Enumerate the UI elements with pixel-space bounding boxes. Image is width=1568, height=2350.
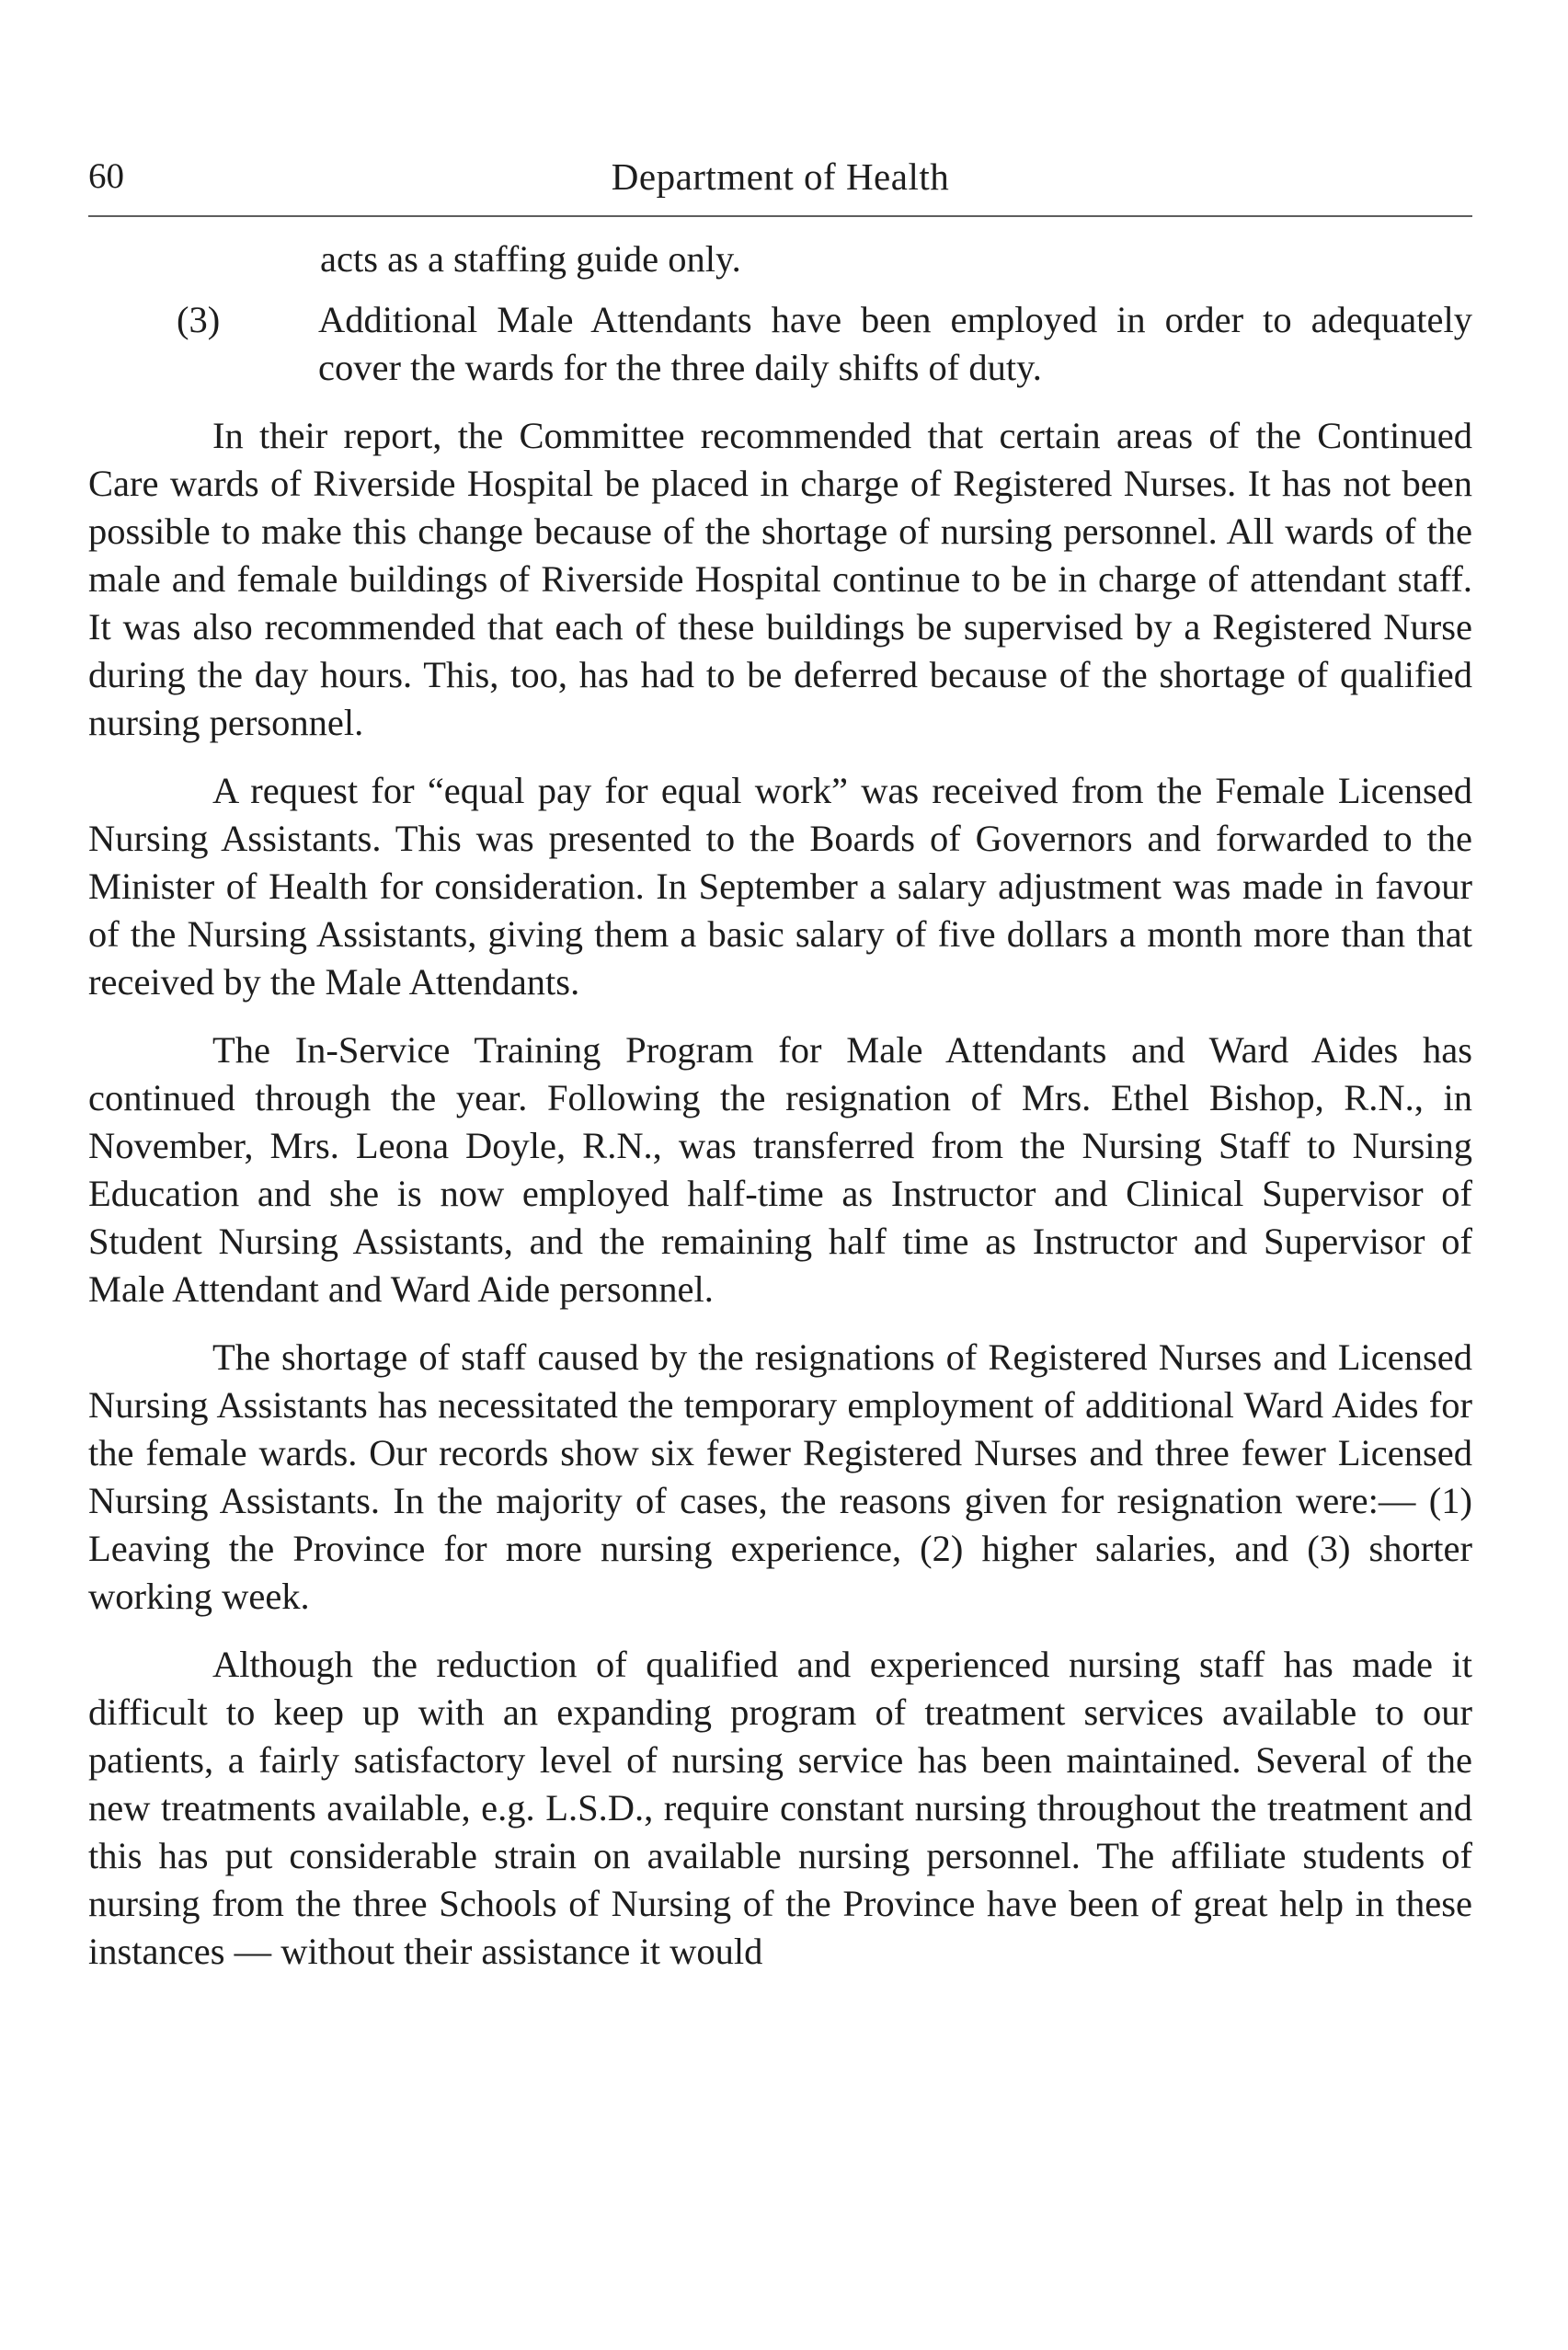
continued-list-text: acts as a staffing guide only. xyxy=(320,238,741,280)
item-text: Additional Male Attendants have been employed in order to adequately cover the wards for the three daily shifts of duty. xyxy=(318,299,1472,388)
paragraph-staff-shortage: The shortage of staff caused by the resignations of Registered Nurses and Licensed Nursing Assistants has necessitated the temporary employment of additional Ward Aides for the female wards. Our records show six fewer Registered Nurses and three fewer Licensed Nursing Assistants. In the majority of cases, the reasons given for resignation were:— (1) Leaving the Province for more nursing experience, (2) higher salaries, and (3) shorter working week. xyxy=(88,1336,1472,1617)
page-header xyxy=(88,149,1472,204)
page-number: 60 xyxy=(88,156,124,196)
numbered-item-3 xyxy=(88,296,1472,392)
item-number: (3) xyxy=(177,299,221,340)
document-body xyxy=(88,235,1472,1996)
header-rule xyxy=(88,215,1472,217)
running-title: Department of Health xyxy=(611,155,950,198)
paragraph-equal-pay: A request for “equal pay for equal work” was received from the Female Licensed Nursing Assistants. This was presented to the Boards of Governors and forwarded to the Minister of Health for consideration. In September a salary adjustment was made in favour of the Nursing Assistants, giving them a basic salary of five dollars a month more than that received by the Male Attendants. xyxy=(88,770,1472,1003)
paragraph-in-service-training: The In-Service Training Program for Male Attendants and Ward Aides has continued through the year. Following the resignation of Mrs. Ethel Bishop, R.N., in November, Mrs. Leona Doyle, R.N., was transferred from the Nursing Staff to Nursing Education and she is now employed half-time as Instructor and Clinical Supervisor of Student Nursing Assistants, and the remaining half time as Instructor and Supervisor of Male Attendant and Ward Aide personnel. xyxy=(88,1029,1472,1310)
paragraph-committee-report: In their report, the Committee recommended that certain areas of the Continued Care wards of Riverside Hospital be placed in charge of Registered Nurses. It has not been possible to make this change because of the shortage of nursing personnel. All wards of the male and female buildings of Riverside Hospital continue to be in charge of attendant staff. It was also recommended that each of these buildings be supervised by a Registered Nurse during the day hours. This, too, has had to be deferred because of the shortage of qualified nursing personnel. xyxy=(88,415,1472,743)
paragraph-nursing-service: Although the reduction of qualified and experienced nursing staff has made it difficult to keep up with an expanding program of treatment services available to our patients, a fairly satisfactory level of nursing service has been maintained. Several of the new treatments available, e.g. L.S.D., require constant nursing throughout the treatment and this has put considerable strain on available nursing personnel. The affiliate students of nursing from the three Schools of Nursing of the Province have been of great help in these instances — without their assistance it would xyxy=(88,1644,1472,1972)
